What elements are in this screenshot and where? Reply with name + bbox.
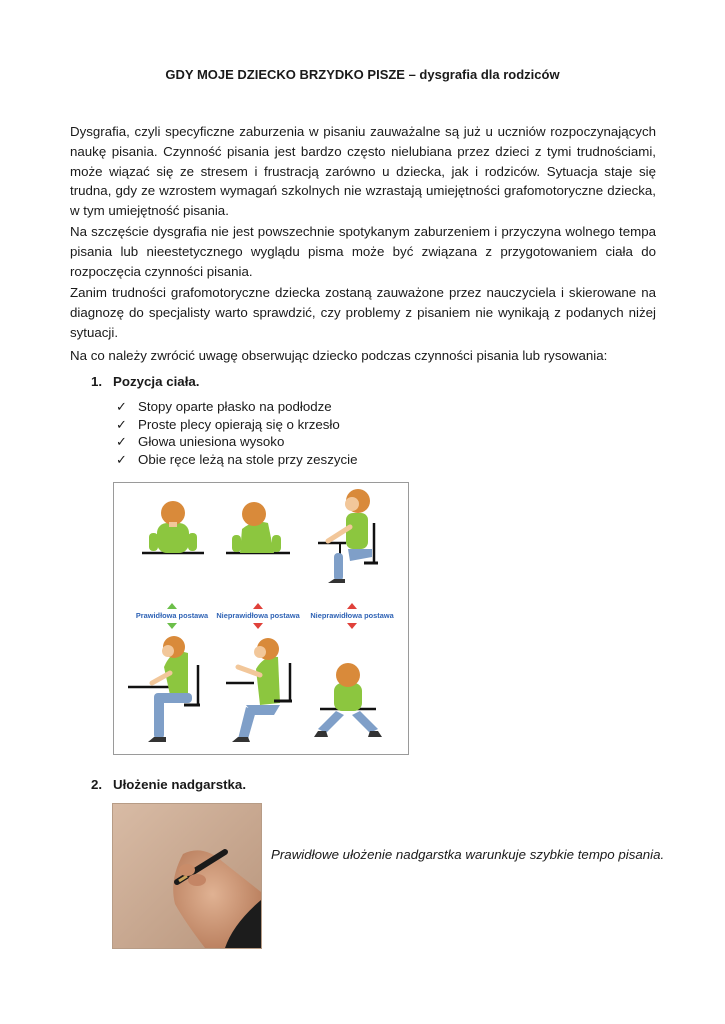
checkmark-icon: ✓ [116, 451, 127, 467]
caption-correct [136, 603, 209, 629]
checklist-item: ✓ Obie ręce leżą na stole przy zeszycie [116, 451, 358, 467]
caption-incorrect-1 [216, 603, 300, 629]
posture-back-incorrect [226, 502, 290, 553]
section-1-number: 1. [91, 374, 103, 389]
caption-incorrect-1-text: Nieprawidłowa postawa [216, 611, 300, 620]
wrist-note: Prawidłowe ułożenie nadgarstka warunkuje szybkie tempo pisania. [271, 847, 665, 862]
posture-side-correct [318, 489, 378, 583]
page-title: GDY MOJE DZIECKO BRZYDKO PISZE – dysgrafia dla rodziców [165, 67, 560, 82]
caption-correct-text: Prawidłowa postawa [135, 611, 209, 620]
posture-illustration [113, 482, 409, 755]
checklist-item: ✓ Proste plecy opierają się o krzesło [116, 416, 340, 432]
posture-figure-svg [114, 483, 408, 754]
caption-incorrect-2-text: Nieprawidłowa postawa [310, 611, 394, 620]
checklist-item: ✓ Stopy oparte płasko na podłodze [116, 399, 332, 414]
hand-pen-image [113, 804, 261, 948]
checklist [116, 398, 358, 468]
wrist-position-photo [112, 803, 262, 949]
intro-line: Na co należy zwrócić uwagę obserwując dziecko podczas czynności pisania lub rysowania: [70, 348, 608, 363]
section-2-number: 2. [91, 777, 103, 792]
posture-side-hunched [226, 638, 292, 742]
caption-incorrect-2 [310, 603, 394, 629]
section-2-heading [91, 777, 246, 792]
checkmark-icon: ✓ [116, 416, 127, 432]
section-2-title: Ułożenie nadgarstka. [113, 777, 247, 792]
paragraph-3: Zanim trudności grafomotoryczne dziecka zostaną zauważone przez nauczyciela i skierowane na diagnozę do specjalisty warto sprawdzić, czy problemy z pisaniem nie wynikają z podanych niżej sytuacji. [70, 285, 656, 340]
section-1-heading [91, 374, 199, 389]
posture-front-legs-apart [314, 663, 382, 737]
checkmark-icon: ✓ [116, 434, 127, 450]
posture-side-leaning [128, 636, 200, 742]
posture-back-correct [142, 501, 204, 553]
paragraph-2: Na szczęście dysgrafia nie jest powszechnie spotykanym zaburzeniem i przyczyna wolnego tempa pisania lub nieestetycznego wyglądu pisma może być związana z przygotowaniem ciała do rozpoczęcia czynności pisania. [70, 224, 656, 279]
section-1-title: Pozycja ciała. [113, 374, 200, 389]
paragraph-1: Dysgrafia, czyli specyficzne zaburzenia w pisaniu zauważalne są już u uczniów rozpoczynających naukę pisania. Czynność pisania jest bardzo często nielubiana przez dzieci z tymi trudnościami, może wiązać się ze stresem i frustracją zarówno u dziecka, jak i rodziców. Sytuacja staje się trudna, gdy ze wzrostem wymagań szkolnych nie wzrastają umiejętności grafomotoryczne dziecka, w tym umiejętność pisania. [70, 124, 656, 219]
checklist-item: ✓ Głowa uniesiona wysoko [116, 434, 285, 450]
checkmark-icon: ✓ [116, 399, 127, 414]
